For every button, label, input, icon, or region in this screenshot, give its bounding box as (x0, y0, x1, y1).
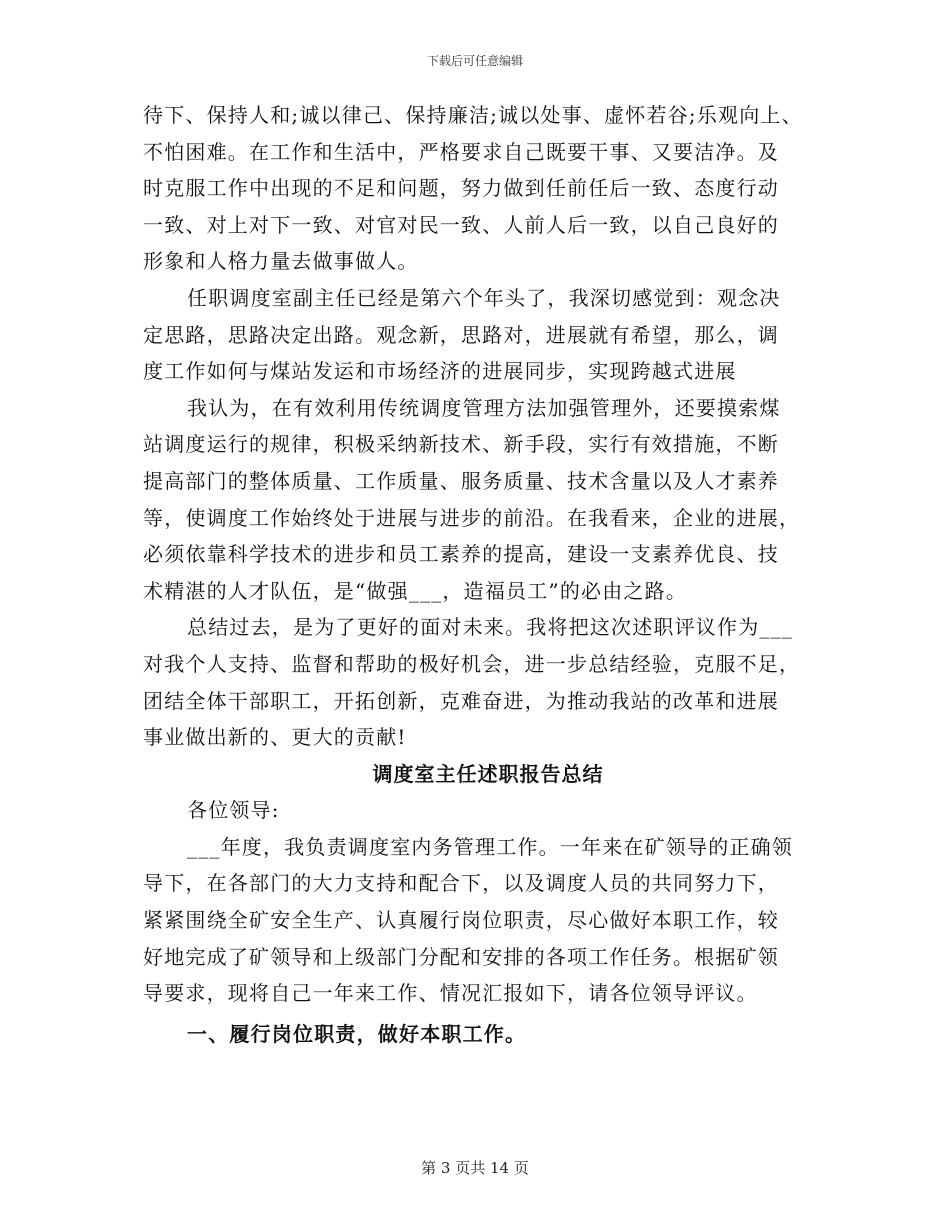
text-line: 事业做出新的、更大的贡献! (143, 725, 407, 750)
section-title: 调度室主任述职报告总结 (372, 761, 604, 786)
text-line: 等，使调度工作始终处于进展与进步的前沿。在我看来，企业的进展， (143, 505, 801, 530)
text-line: 提高部门的整体质量、工作质量、服务质量、技术含量以及人才素养 (143, 468, 779, 493)
document-body (143, 97, 833, 1052)
text-line: 定思路，思路决定出路。观念新，思路对，进展就有希望，那么，调 (143, 322, 779, 347)
paragraph-start: 任职调度室副主任已经是第六个年头了，我深切感觉到：观念决 (187, 285, 781, 310)
text-line: 形象和人格力量去做事做人。 (143, 249, 419, 274)
paragraph-start: ___年度，我负责调度室内务管理工作。一年来在矿领导的正确领 (187, 834, 793, 859)
salutation: 各位领导: (187, 798, 280, 823)
text-line: 紧紧围绕全矿安全生产、认真履行岗位职责，尽心做好本职工作，较 (143, 908, 779, 933)
text-line: 团结全体干部职工，开拓创新，克难奋进，为推动我站的改革和进展 (143, 688, 779, 713)
text-line: 对我个人支持、监督和帮助的极好机会，进一步总结经验，克服不足， (143, 651, 801, 676)
paragraph-start: 我认为，在有效利用传统调度管理方法加强管理外，还要摸索煤 (187, 395, 781, 420)
text-line: 好地完成了矿领导和上级部门分配和安排的各项工作任务。根据矿领 (143, 944, 779, 969)
text-line: 待下、保持人和;诚以律己、保持廉洁;诚以处事、虚怀若谷;乐观向上、 (143, 103, 803, 127)
text-line: 时克服工作中出现的不足和问题，努力做到任前任后一致、态度行动 (143, 176, 779, 201)
text-line: 导下，在各部门的大力支持和配合下，以及调度人员的共同努力下， (143, 871, 779, 896)
subsection-heading: 一、履行岗位职责，做好本职工作。 (187, 1021, 527, 1046)
header-note: 下载后可任意编辑 (426, 54, 523, 68)
text-line: 不怕困难。在工作和生活中，严格要求自己既要干事、又要洁净。及 (143, 139, 779, 164)
text-line: 导要求，现将自己一年来工作、情况汇报如下，请各位领导评议。 (143, 981, 758, 1006)
text-line: 站调度运行的规律，积极采纳新技术、新手段，实行有效措施，不断 (143, 432, 779, 457)
text-line: 度工作如何与煤站发运和市场经济的进展同步，实现跨越式进展 (143, 359, 737, 384)
text-line: 一致、对上对下一致、对官对民一致、人前人后一致，以自己良好的 (143, 212, 779, 237)
text-line: 必须依靠科学技术的进步和员工素养的提高，建设一支素养优良、技 (143, 542, 779, 567)
text-line: 术精湛的人才队伍，是“做强___，造福员工”的必由之路。 (143, 578, 688, 603)
page-number: 第 3 页共 14 页 (421, 1159, 529, 1177)
paragraph-start: 总结过去，是为了更好的面对未来。我将把这次述职评议作为___ (187, 615, 793, 640)
